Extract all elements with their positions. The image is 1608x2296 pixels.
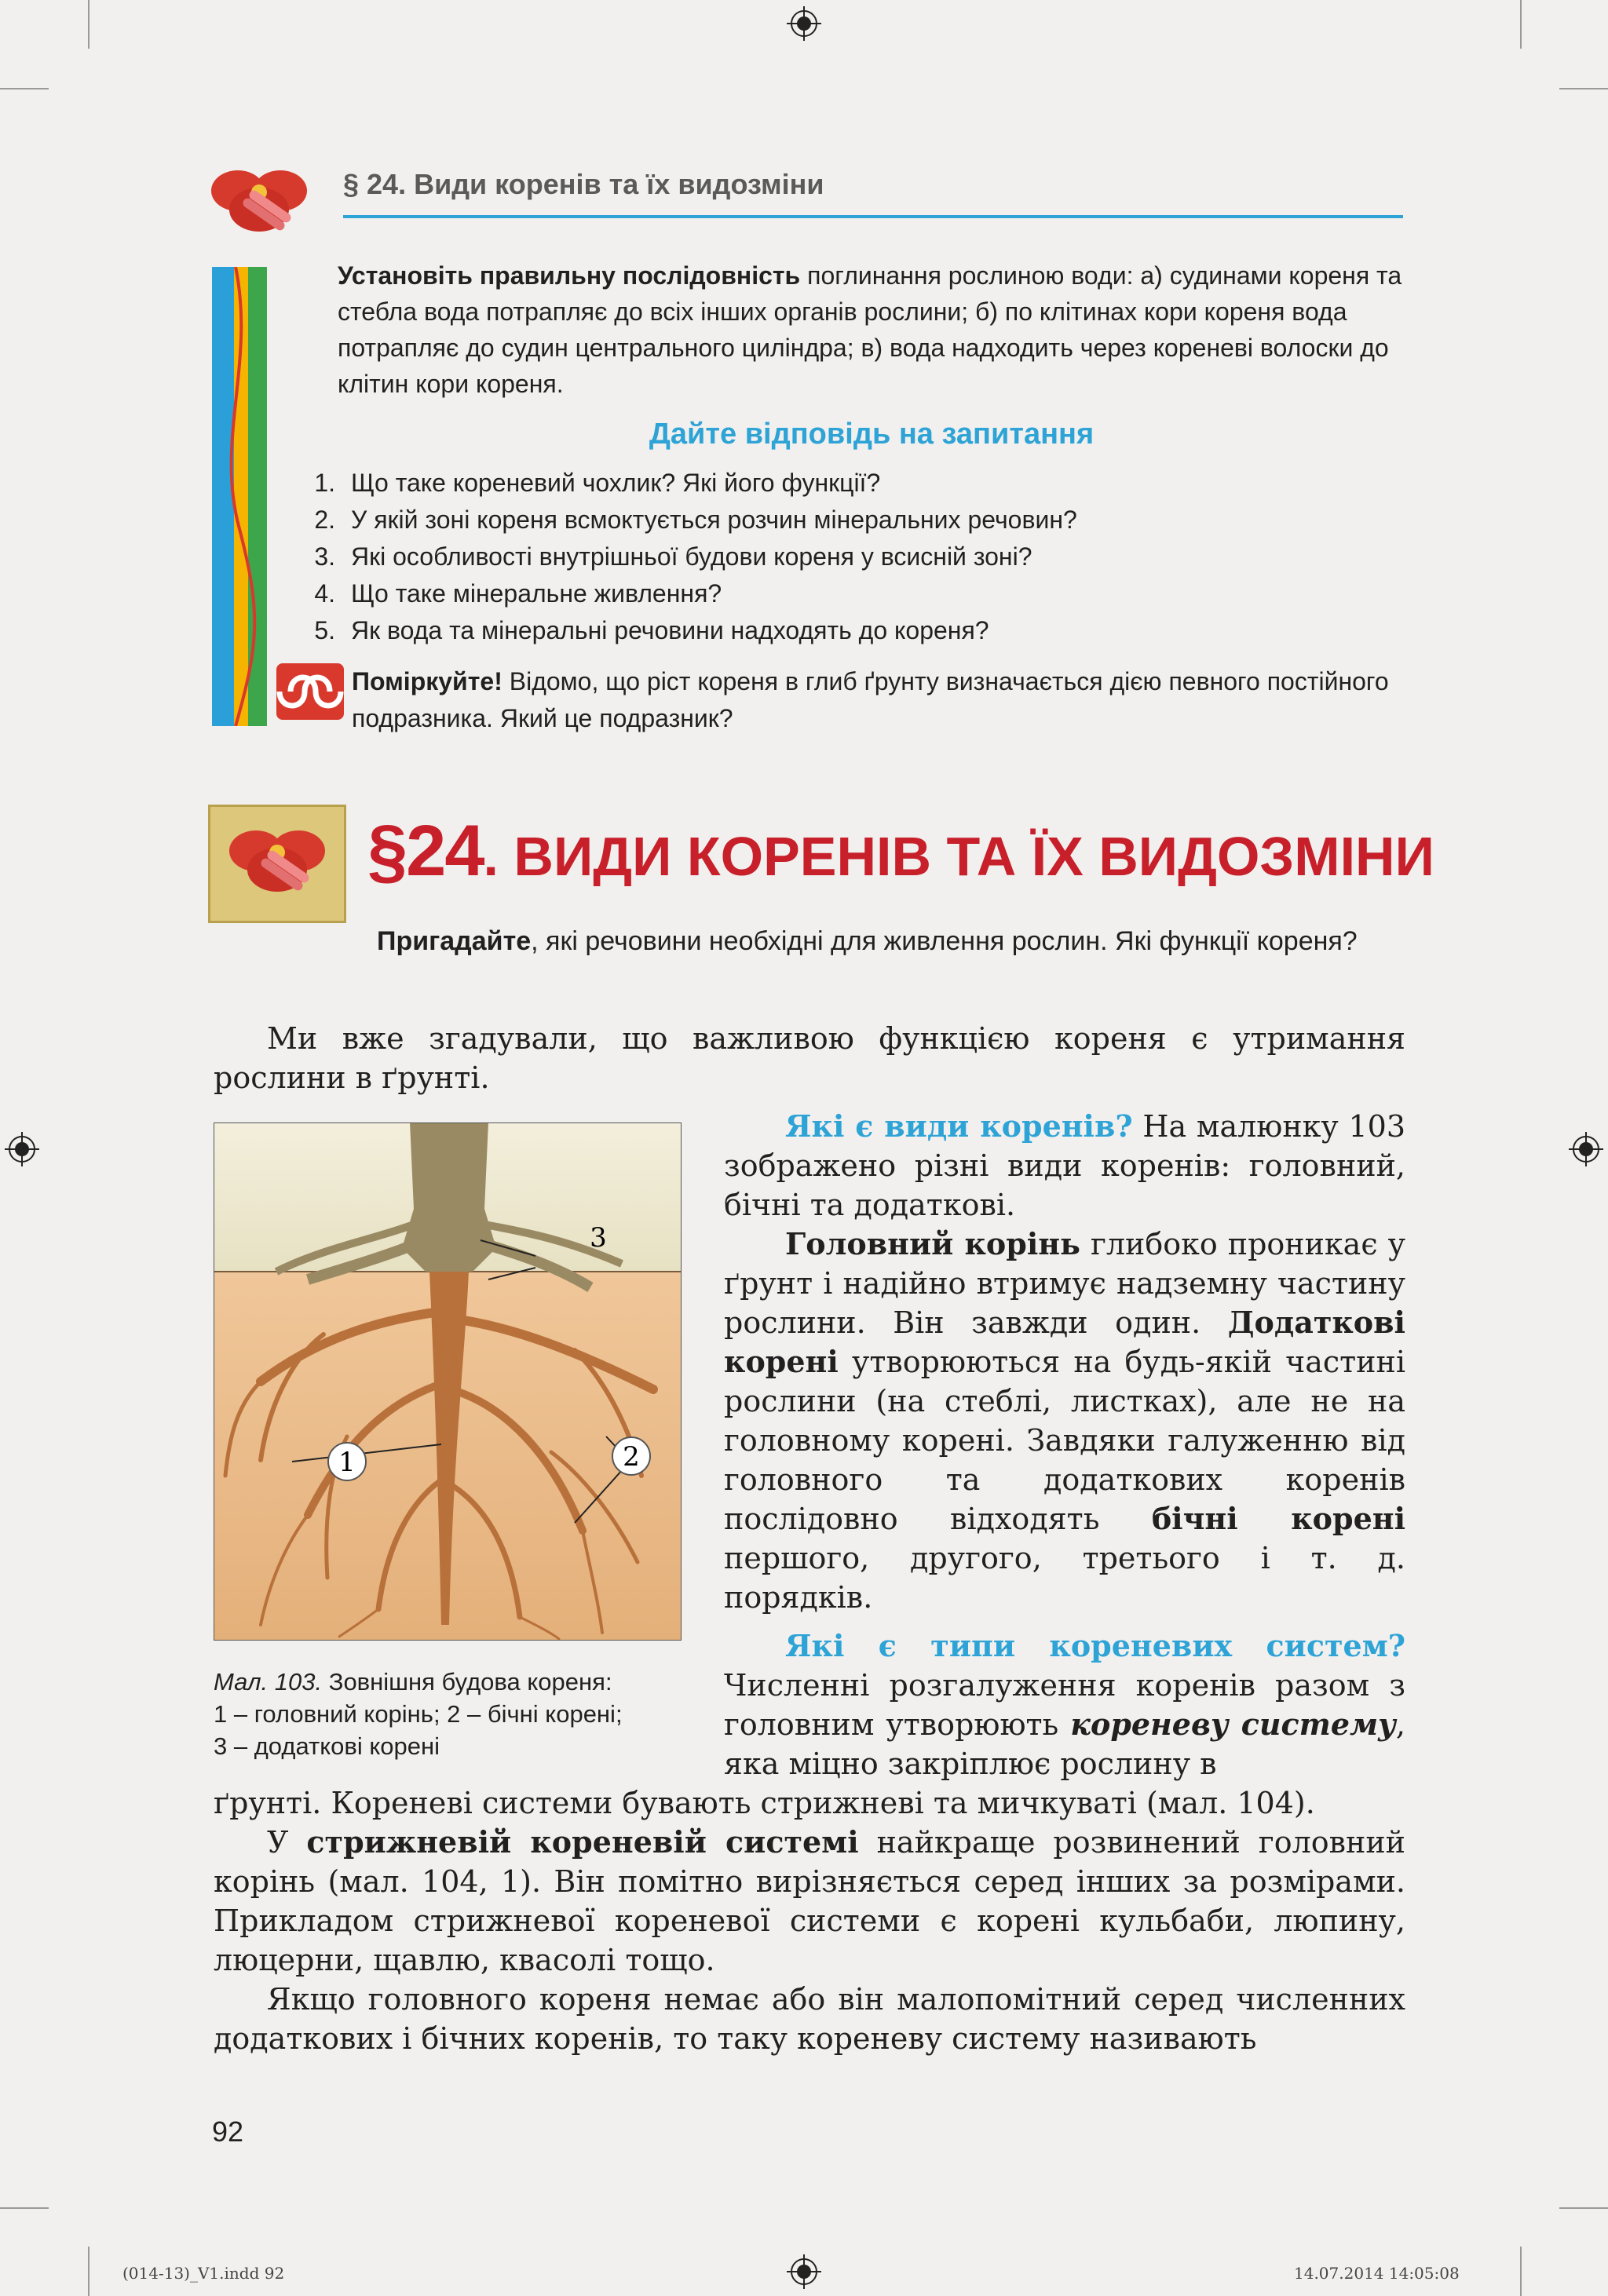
paragraph-text: першого, другого, третього і т. д. порядків. [724, 1541, 1405, 1615]
list-item [292, 502, 1407, 538]
crop-mark [1520, 2247, 1522, 2296]
paragraph-root-types [724, 1107, 1405, 1225]
header-title: § 24. Види коренів та їх видозміни [343, 168, 824, 200]
question-number: 1. [314, 469, 335, 497]
paragraph-intro [214, 1019, 1405, 1097]
paragraph-fibrous [214, 1980, 1405, 2058]
task-body: поглинання рослиною води: а) судинами кореня та стебла вода потрапляє до всіх інших органів рослини; б) по клітинах кори кореня вода потрапляє до судин центрального циліндра; в) вода надходить через кореневі волоски до клітин кори кореня. [338, 261, 1402, 398]
crop-mark [0, 2207, 49, 2209]
paragraph-text: , яка міцно закріплює рослину в [724, 1707, 1405, 1781]
question-text: Як вода та мінеральні речовини надходять до кореня? [351, 616, 989, 644]
section-number: §24 [367, 811, 484, 891]
crop-mark [88, 0, 90, 49]
think-body: Відомо, що ріст кореня в глиб ґрунту визначається дією певного постійного подразника. Який це подразник? [352, 667, 1389, 732]
figure-label: 3 [590, 1222, 607, 1254]
decorative-stripe [212, 267, 267, 726]
figure-label: 1 [338, 1447, 356, 1478]
paragraph-text: На малюнку 103 зображено різні види коренів: головний, бічні та додаткові. [724, 1109, 1405, 1222]
remember-lead: Пригадайте [377, 926, 532, 956]
crop-mark [88, 2247, 90, 2296]
caption-ref: Мал. 103. [214, 1668, 323, 1696]
question-number: 4. [314, 579, 335, 608]
flower-icon [208, 161, 310, 247]
remember-body: , які речовини необхідні для живлення рослин. Які функції кореня? [531, 926, 1358, 956]
list-item [292, 612, 1407, 649]
caption-line: 1 – головний корінь; 2 – бічні корені; [214, 1700, 623, 1728]
registration-mark-icon [787, 6, 821, 41]
questions-heading: Дайте відповідь на запитання [649, 418, 1095, 451]
list-item [292, 575, 1407, 612]
paragraph-text: Численні розгалуження коренів разом з головним утворюють [724, 1668, 1405, 1742]
paragraph-root-systems [724, 1626, 1405, 1783]
questions-list [292, 465, 1407, 649]
term: кореневу систему [1070, 1706, 1396, 1742]
caption-text: Зовнішня будова кореня: [322, 1668, 612, 1696]
paragraph-text: утворюються на будь-якій частині рослини (на стеблі, листках), але не на головному корені. Завдяки галуженню від головного та додаткових коренів послідовно відходять [724, 1345, 1405, 1536]
question-text: У якій зоні кореня всмоктується розчин мінеральних речовин? [351, 506, 1077, 534]
question-number: 2. [314, 506, 335, 534]
registration-mark-icon [5, 1132, 39, 1166]
figure-label: 2 [623, 1441, 640, 1473]
term: бічні корені [1151, 1501, 1405, 1536]
paragraph-text: ґрунті. Кореневі системи бувають стрижневі та мичкуваті (мал. 104). [214, 1786, 1315, 1820]
think-text [352, 663, 1412, 737]
question-number: 3. [314, 542, 335, 571]
think-lead: Поміркуйте! [352, 667, 502, 695]
figure-caption [214, 1666, 716, 1762]
question-heading: Які є типи кореневих систем? [785, 1628, 1405, 1663]
question-text: Що таке мінеральне живлення? [351, 579, 722, 608]
crop-mark [1559, 88, 1608, 89]
page-number: 92 [212, 2115, 244, 2148]
header-rule [343, 215, 1403, 218]
term: Головний корінь [785, 1226, 1080, 1261]
footer-timestamp: 14.07.2014 14:05:08 [1294, 2264, 1460, 2283]
paragraph-text: Якщо головного кореня немає або він малопомітний серед численних додаткових і бічних коренів, то таку кореневу систему називають [214, 1982, 1405, 2056]
list-item [292, 538, 1407, 575]
question-text: Що таке кореневий чохлик? Які його функції? [351, 469, 881, 497]
task-text [338, 257, 1405, 402]
flower-icon [226, 821, 328, 907]
paragraph-text: У [267, 1825, 307, 1860]
remember-text [377, 920, 1407, 962]
term: стрижневій кореневій системі [306, 1824, 859, 1860]
crop-mark [1559, 2207, 1608, 2209]
caption-line: 3 – додаткові корені [214, 1732, 440, 1760]
term: Додаткові корені [724, 1305, 1405, 1379]
registration-mark-icon [1569, 1132, 1603, 1166]
paragraph-continuation [214, 1783, 1405, 1823]
section-title-text: . ВИДИ КОРЕНІВ ТА ЇХ ВИДОЗМІНИ [483, 826, 1434, 887]
paragraph-taproot [214, 1823, 1405, 1980]
registration-mark-icon [787, 2254, 821, 2289]
footer-file: (014-13)_V1.indd 92 [122, 2264, 285, 2283]
section-title [367, 810, 1434, 892]
crop-mark [0, 88, 49, 89]
paragraph-main-root [724, 1225, 1405, 1617]
section-flower-box [208, 805, 346, 923]
root-figure [214, 1122, 682, 1641]
crop-mark [1520, 0, 1522, 49]
think-icon [276, 663, 344, 720]
question-text: Які особливості внутрішньої будови кореня у всисній зоні? [351, 542, 1032, 571]
question-number: 5. [314, 616, 335, 644]
paragraph-text: Ми вже згадували, що важливою функцією кореня є утримання рослини в ґрунті. [214, 1021, 1405, 1095]
paragraph-text: найкраще розвинений головний корінь (мал. 104, 1). Він помітно вирізняється серед інших за розмірами. Прикладом стрижневої кореневої системи є корені кульбаби, люпину, люцерни, щавлю, квасолі тощо. [214, 1825, 1405, 1977]
question-heading: Які є види коренів? [785, 1108, 1133, 1144]
paragraph-text: глибоко проникає у ґрунт і надійно втримує надземну частину рослини. Він завжди один. [724, 1227, 1406, 1340]
task-lead: Установіть правильну послідовність [338, 261, 801, 290]
list-item [292, 465, 1407, 502]
caption-line [214, 1666, 716, 1698]
